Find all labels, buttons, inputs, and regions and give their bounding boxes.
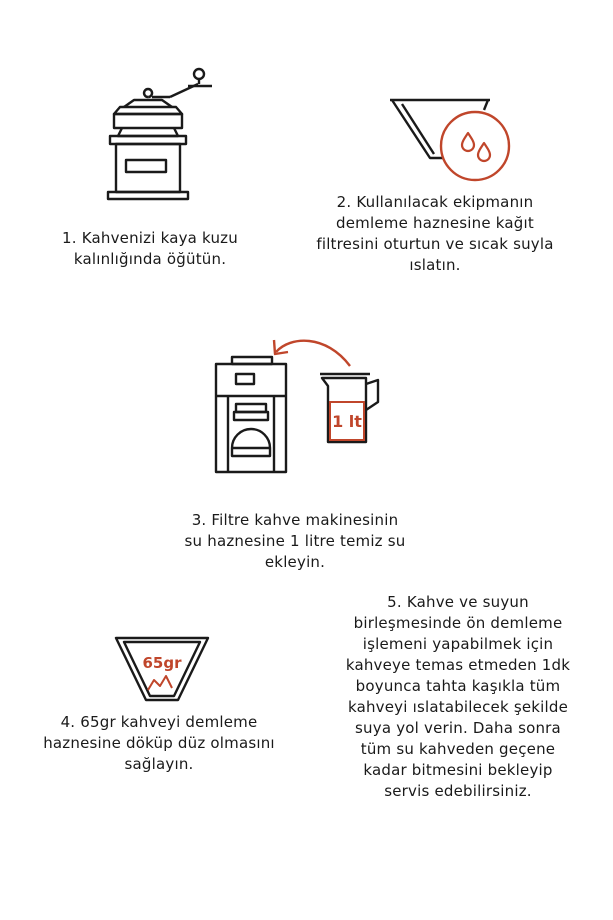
filter-label: 65gr (142, 654, 182, 672)
step-2-text: 2. Kullanılacak ekipmanın demleme haznesine kağıt filtresini oturtun ve sıcak suyla ıslatın. (316, 193, 554, 274)
paper-filter-water-icon (388, 96, 518, 176)
step-5-text: 5. Kahve ve suyun birleşmesinde ön demleme işlemeni yapabilmek için kahveye temas etmeden 1dk boyunca tahta kaşıkla tüm kahveyi ıslatabilecek şekilde suya yol verin. Daha sonra tüm su kahveden geçene kadar bitmesini bekleyip servis edebilirsiniz. (345, 593, 571, 800)
step-4-text: 4. 65gr kahveyi demleme haznesine döküp düz olmasını sağlayın. (43, 713, 275, 773)
coffee-grinder-icon (100, 64, 216, 200)
step-3-text: 3. Filtre kahve makinesinin su haznesine 1 litre temiz su ekleyin. (184, 511, 406, 571)
jug-label: 1 lt (332, 412, 362, 431)
step-1-text: 1. Kahvenizi kaya kuzu kalınlığında öğütün. (62, 229, 238, 268)
filter-coffee-grounds-icon (112, 634, 212, 704)
coffee-machine-jug-icon (208, 330, 388, 480)
